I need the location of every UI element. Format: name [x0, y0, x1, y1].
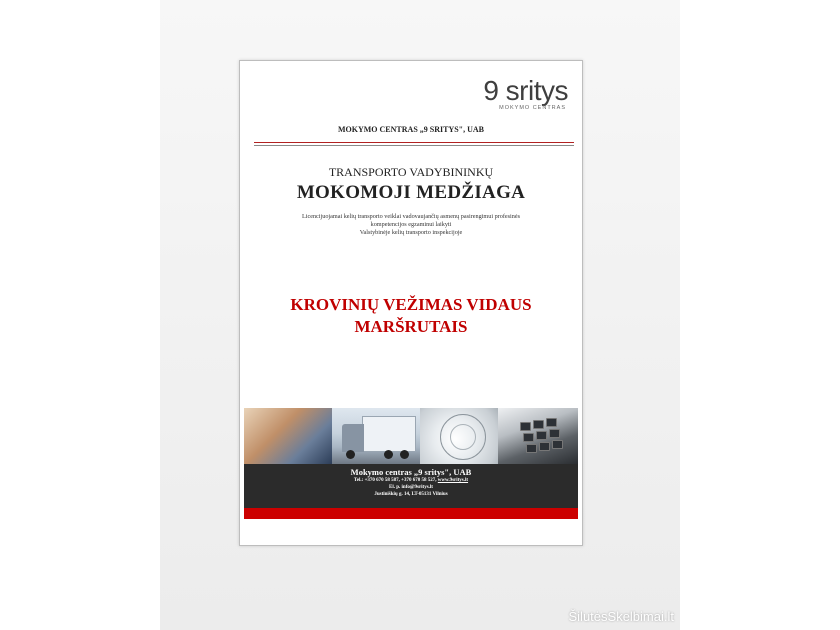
- divider-gray: [254, 145, 574, 146]
- contact-block: [244, 464, 578, 508]
- truck-trailer-shape: [362, 416, 416, 452]
- contact-phones: Tel.: +370 670 58 587, +370 670 58 527,: [353, 478, 438, 483]
- truck-cab-shape: [342, 424, 364, 452]
- site-watermark: ŠilutėsSkelbimai.lt: [568, 609, 674, 624]
- calculator-key: [533, 420, 544, 429]
- calculator-key: [546, 418, 557, 427]
- calculator-key: [536, 431, 547, 440]
- truck-wheel: [346, 450, 355, 459]
- calculator-key: [539, 442, 550, 451]
- topic-line: MARŠRUTAIS: [354, 317, 468, 336]
- contact-email: El. p. info@9sritys.lt: [389, 485, 433, 490]
- calculator-key: [552, 440, 563, 449]
- company-logo: [483, 77, 568, 111]
- document-subtitle: [260, 213, 562, 238]
- topic-heading: [240, 294, 582, 338]
- truck-wheel: [384, 450, 393, 459]
- contact-website-link[interactable]: www.9sritys.lt: [437, 478, 469, 483]
- topic-line: KROVINIŲ VEŽIMAS VIDAUS: [290, 295, 532, 314]
- photo-banner: [244, 408, 578, 464]
- footer-red-bar: [244, 508, 578, 519]
- contact-phone-line: [244, 477, 578, 484]
- organization-name: MOKYMO CENTRAS „9 SRITYS", UAB: [337, 125, 484, 134]
- subtitle-line: kompetencijos egzaminui laikyti: [370, 221, 452, 229]
- logo-subtitle: MOKYMO CENTRAS: [499, 105, 566, 111]
- calculator-key: [526, 444, 537, 453]
- logo-text: 9 sritys: [483, 75, 568, 106]
- calculator-key: [520, 422, 531, 431]
- document-title: MOKOMOJI MEDŽIAGA: [296, 182, 526, 203]
- handshake-photo: [244, 408, 332, 464]
- contact-address: Justiniškių g. 14, LT-05131 Vilnius: [374, 492, 448, 497]
- subtitle-line: Valstybinėje kelių transporto inspekcijoje: [359, 229, 463, 237]
- subtitle-line: Licencijuojamai kelių transporto veiklai vadovaujančių asmenų pasirengimui profesinės: [301, 213, 521, 220]
- calculator-key: [523, 433, 534, 442]
- document-page: [239, 60, 583, 546]
- truck-wheel: [400, 450, 409, 459]
- calculator-key: [549, 429, 560, 438]
- document-kicker: TRANSPORTO VADYBININKŲ: [328, 165, 494, 179]
- tachograph-inner-dial: [450, 424, 476, 450]
- divider-red: [254, 142, 574, 143]
- contact-company: Mokymo centras „9 sritys", UAB: [350, 467, 472, 477]
